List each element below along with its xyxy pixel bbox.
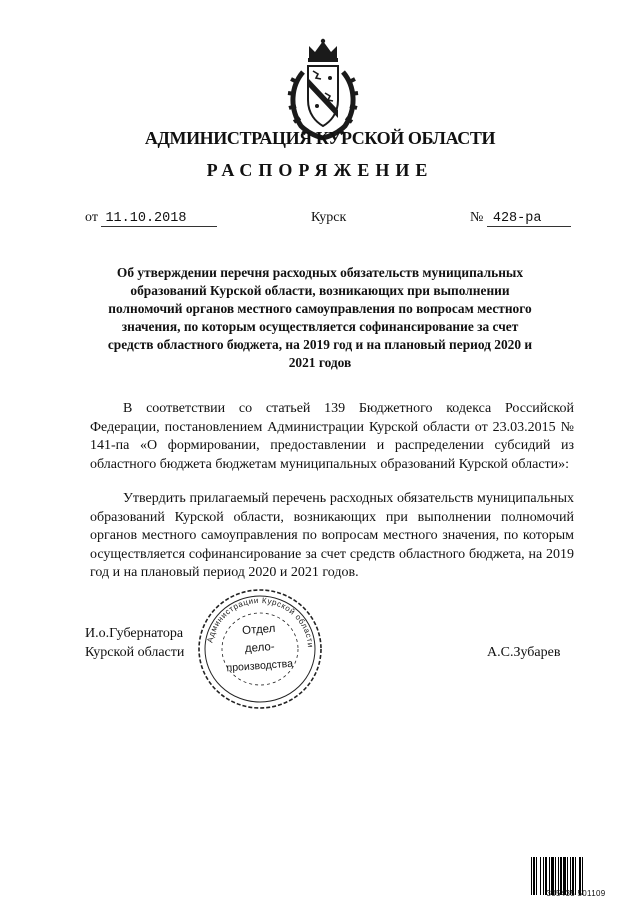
body-paragraph-2: Утвердить прилагаемый перечень расходных обязательств муниципальных образований Курской области, возникающих при выполнении полномочий органов местного самоуправления по вопросам местного значения, по которым осуществляется софинансирование за счет средств областного бюджета, на 2019 год и на плановый период 2020 и 2021 годов. [90, 491, 574, 580]
date-prefix: от [85, 210, 98, 225]
number-prefix: № [470, 210, 484, 225]
signatory-name: А.С.Зубарев [487, 645, 561, 660]
signatory-position [85, 624, 184, 662]
position-line-2: Курской области [85, 645, 185, 660]
stamp-line-2: дело- [244, 640, 276, 656]
body-paragraph-1: В соответствии со статьей 139 Бюджетного кодекса Российской Федерации, постановлением Администрации Курской области от 23.03.2015 № 141-па «О формировании, предоставлении и распределении субсидий из областного бюджета бюджетам муниципальных образований Курской области»: [90, 401, 574, 472]
number-field [470, 210, 571, 227]
stamp-seal [196, 587, 324, 711]
document-number: 428-ра [487, 212, 571, 227]
document-type: РАСПОРЯЖЕНИЕ [206, 160, 434, 180]
stamp-line-1: Отдел [241, 622, 276, 638]
city: Курск [311, 210, 347, 225]
document-title: Об утверждении перечня расходных обязательств муниципальных образований Курской области, возникающих при выполнении полномочий органов местного самоуправления по вопросам местного значения, по которым осуществляется софинансирование за счет средств областного бюджета, на 2019 год и на плановый период 2020 и 2021 годов [107, 265, 533, 370]
organization-name: АДМИНИСТРАЦИЯ КУРСКОЙ ОБЛАСТИ [144, 128, 496, 148]
barcode-number: 305435 501109 [546, 889, 606, 898]
stamp-line-3: производства [226, 657, 294, 675]
stamp-ring-text: Администрации Курской области [205, 595, 316, 649]
date-field [85, 210, 217, 227]
document-date: 11.10.2018 [101, 212, 217, 227]
coat-of-arms-icon [283, 38, 363, 142]
position-line-1: И.о.Губернатора [85, 626, 184, 641]
